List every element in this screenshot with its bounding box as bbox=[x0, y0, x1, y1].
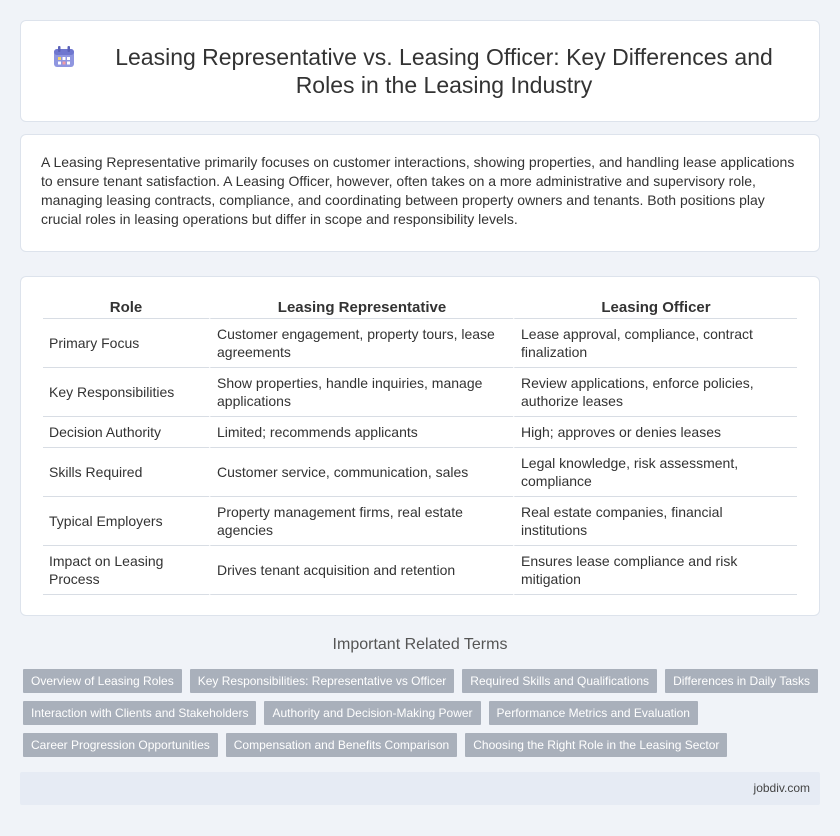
table-cell-representative: Drives tenant acquisition and retention bbox=[209, 546, 513, 595]
column-header-role: Role bbox=[43, 295, 209, 319]
table-cell-representative: Customer service, communication, sales bbox=[209, 448, 513, 497]
related-terms-title: Important Related Terms bbox=[332, 636, 508, 653]
table-row bbox=[43, 546, 797, 595]
related-term-tag[interactable]: Interaction with Clients and Stakeholders bbox=[23, 701, 256, 725]
footer bbox=[20, 772, 820, 805]
table-cell-role: Key Responsibilities bbox=[43, 368, 209, 417]
related-term-tag[interactable]: Compensation and Benefits Comparison bbox=[226, 733, 457, 757]
related-term-tag[interactable]: Overview of Leasing Roles bbox=[23, 669, 182, 693]
table-cell-role: Decision Authority bbox=[43, 417, 209, 448]
table-cell-officer: Real estate companies, financial institutions bbox=[513, 497, 797, 546]
calendar-icon bbox=[51, 44, 77, 70]
comparison-table-card bbox=[20, 276, 820, 616]
table-row bbox=[43, 448, 797, 497]
table-cell-representative: Show properties, handle inquiries, manage applications bbox=[209, 368, 513, 417]
intro-card bbox=[20, 134, 820, 252]
related-term-tag[interactable]: Required Skills and Qualifications bbox=[462, 669, 657, 693]
table-cell-role: Typical Employers bbox=[43, 497, 209, 546]
table-cell-representative: Property management firms, real estate agencies bbox=[209, 497, 513, 546]
related-term-tag[interactable]: Choosing the Right Role in the Leasing Sector bbox=[465, 733, 727, 757]
column-header-representative: Leasing Representative bbox=[209, 295, 513, 319]
comparison-table bbox=[43, 295, 797, 595]
column-header-officer: Leasing Officer bbox=[513, 295, 797, 319]
related-term-tag[interactable]: Differences in Daily Tasks bbox=[665, 669, 818, 693]
intro-paragraph: A Leasing Representative primarily focuses on customer interactions, showing properties, and handling lease applications to ensure tenant satisfaction. A Leasing Officer, however, often takes on a more administrative and supervisory role, managing leasing contracts, compliance, and coordinating between property owners and tenants. Both positions play crucial roles in leasing operations but differ in scope and responsibility levels. bbox=[41, 154, 795, 227]
table-cell-officer: Ensures lease compliance and risk mitigation bbox=[513, 546, 797, 595]
table-row bbox=[43, 368, 797, 417]
table-cell-officer: Legal knowledge, risk assessment, compliance bbox=[513, 448, 797, 497]
related-term-tag[interactable]: Career Progression Opportunities bbox=[23, 733, 218, 757]
table-row bbox=[43, 319, 797, 368]
page-title: Leasing Representative vs. Leasing Officer: Key Differences and Roles in the Leasing Industry bbox=[115, 44, 773, 98]
tag-row bbox=[23, 669, 823, 693]
tag-row bbox=[23, 701, 823, 725]
table-cell-officer: Review applications, enforce policies, authorize leases bbox=[513, 368, 797, 417]
table-cell-officer: Lease approval, compliance, contract finalization bbox=[513, 319, 797, 368]
footer-site-link[interactable]: jobdiv.com bbox=[753, 781, 810, 795]
table-cell-role: Primary Focus bbox=[43, 319, 209, 368]
related-terms-tags bbox=[23, 669, 823, 765]
table-cell-role: Skills Required bbox=[43, 448, 209, 497]
related-term-tag[interactable]: Performance Metrics and Evaluation bbox=[489, 701, 698, 725]
tag-row bbox=[23, 733, 823, 757]
table-row bbox=[43, 497, 797, 546]
related-term-tag[interactable]: Authority and Decision-Making Power bbox=[264, 701, 480, 725]
table-row bbox=[43, 417, 797, 448]
table-header-row bbox=[43, 295, 797, 319]
table-cell-representative: Limited; recommends applicants bbox=[209, 417, 513, 448]
related-term-tag[interactable]: Key Responsibilities: Representative vs Officer bbox=[190, 669, 455, 693]
header-card bbox=[20, 20, 820, 122]
table-cell-role: Impact on Leasing Process bbox=[43, 546, 209, 595]
table-cell-representative: Customer engagement, property tours, lease agreements bbox=[209, 319, 513, 368]
table-cell-officer: High; approves or denies leases bbox=[513, 417, 797, 448]
